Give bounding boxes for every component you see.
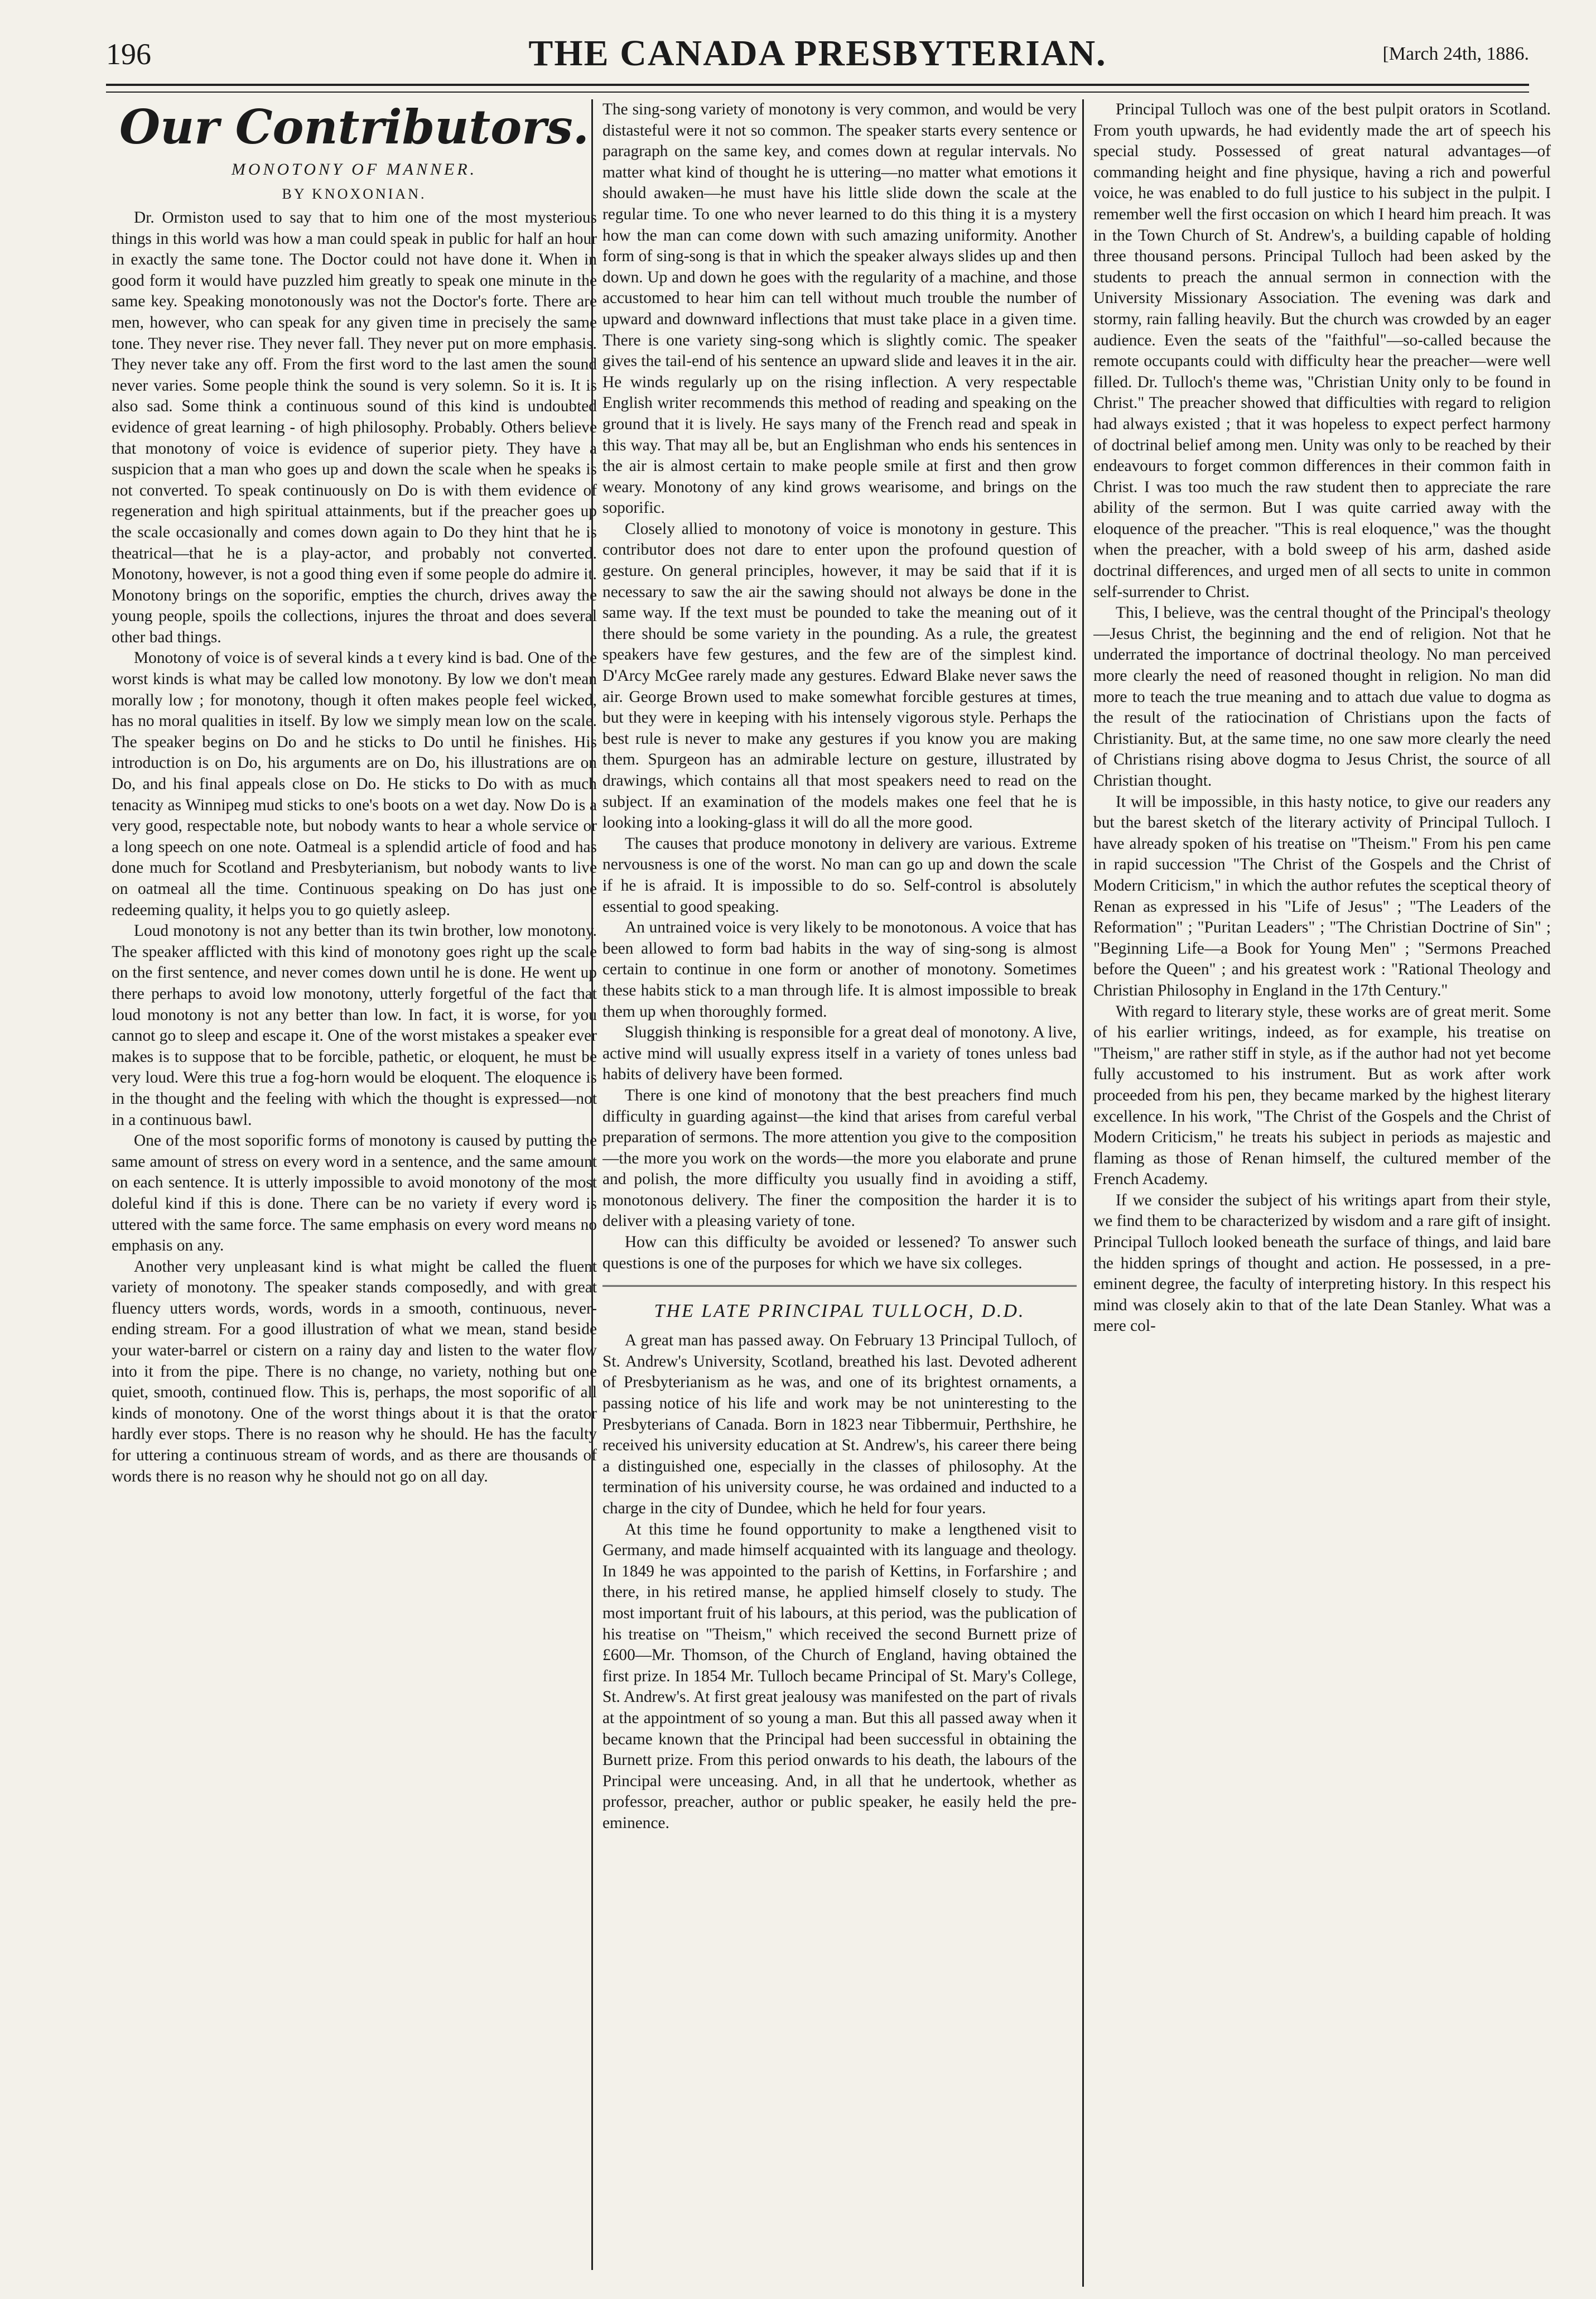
journal-title: THE CANADA PRESBYTERIAN.	[528, 33, 1107, 74]
paragraph: Dr. Ormiston used to say that to him one of the most mysterious things in this world was how a man could speak in public for half an hour in exactly the same tone. The Doctor could not have done it. When in good form it would have puzzled him greatly to speak one minute in the same key. Speaking monotonously was not the Doctor's forte. There are men, however, who can speak for any given time in precisely the same tone. They never rise. They never fall. They never put on more emphasis. They never take any off. From the first word to the last amen the sound never varies. Some people think the sound is very solemn. So it is. It is also sad. Some think a continuous sound of this kind is undoubted evidence of great learning - of high philosophy. Probably. Others believe that monotony of voice is evidence of superior piety. They have a suspicion that a man who goes up and down the scale when he speaks is not converted. To speak continuously on Do is with them evidence of regeneration and high spiritual attainments, but if the preacher goes up the scale occasionally and comes down again to Do they hint that he is theatrical—that he is a play-actor, and probably not converted. Monotony, however, is not a good thing even if some people do admire it. Monotony brings on the soporific, empties the church, drives away the young people, spoils the collections, injures the throat and does several other bad things.	[112, 209, 597, 646]
column-divider-2	[1082, 99, 1084, 2287]
paragraph: A great man has passed away. On February 13 Principal Tulloch, of St. Andrew's University, Scotland, breathed his last. Devoted adherent of Presbyterianism as he was, and one of its brightest ornaments, a passing notice of his life and work may be not uninteresting to the Presbyterians of Canada. Born in 1823 near Tibbermuir, Perthshire, he received his university education at St. Andrew's, his career there being a distinguished one, especially in the classes of philosophy. At the termination of his university course, he was ordained and inducted to a charge in the city of Dundee, which he held for four years.	[602, 1331, 1077, 1517]
paragraph: An untrained voice is very likely to be monotonous. A voice that has been allowed to form bad habits in the way of sing-song is almost certain to continue in one form or another of monotony. Sometimes these habits stick to a man through life. It is almost impossible to break them up when thoroughly formed.	[602, 918, 1077, 1021]
page-number: 196	[106, 37, 151, 71]
column-1	[112, 99, 597, 2288]
paragraph: Loud monotony is not any better than its twin brother, low monotony. The speaker afflicted with this kind of monotony goes right up the scale on the first sentence, and never comes down until he is done. He went up there perhaps to avoid low monotony, utterly forgetful of the fact that loud monotony is not any better than low. In fact, it is worse, for you cannot go to sleep and escape it. One of the worst mistakes a speaker ever makes is to suppose that to be forcible, pathetic, or eloquent, he must be very loud. Were this true a fog-horn would be eloquent. The eloquence is in the thought and the feeling with which the thought is expressed—not in a continuous bawl.	[112, 922, 597, 1129]
byline: BY KNOXONIAN.	[282, 186, 427, 202]
paragraph: There is one kind of monotony that the best preachers find much difficulty in guarding against—the kind that arises from careful verbal preparation of sermons. The more attention you give to the composition—the more you work on the words—the more you elaborate and prune and polish, the more difficulty you usually find in avoiding a stiff, monotonous delivery. The finer the composition the harder it is to deliver with a pleasing variety of tone.	[602, 1086, 1077, 1230]
paragraph: Another very unpleasant kind is what might be called the fluent variety of monotony. The speaker stands composedly, and with great fluency utters words, words, words in a smooth, continuous, never-ending stream. For a good illustration of what we mean, stand beside your water-barrel or cistern on a rainy day and listen to the water flow into it from the pipe. There is no change, no variety, nothing but one quiet, smooth, continued flow. This is, perhaps, the most soporific of all kinds of monotony. One of the worst things about it is that the orator hardly ever stops. There is no reason why he should. He has the faculty for uttering a continuous stream of words, and as there are thousands of words there is no reason why he should not go on all day.	[112, 1257, 597, 1485]
paragraph: The sing-song variety of monotony is very common, and would be very distasteful were it not so common. The speaker starts every sentence or paragraph on the same key, and comes down at regular intervals. No matter what kind of thought he is uttering—no matter what emotions it should awaken—he must have his little slide down the scale at the regular time. To one who never learned to do this thing it is a mystery how the man can come down with such amazing uniformity. Another form of sing-song is that in which the speaker always slides up and then down. Up and down he goes with the regularity of a machine, and those accustomed to hear him can tell without much trouble the number of upward and downward inflections that must take place in a given time. There is one variety sing-song which is slightly comic. The speaker gives the tail-end of his sentence an upward slide and leaves it in the air. He winds regularly up on the rising inflection. A very respectable English writer recommends this method of reading and speaking on the ground that it is lively. He says many of the French read and speak in this way. That may all be, but an Englishman who ends his sentences in the air is almost certain to make people smile at first and then grow weary. Monotony of any kind grows wearisome, and brings on the soporific.	[602, 100, 1077, 517]
header-rule	[106, 84, 1529, 93]
paragraph: One of the most soporific forms of monotony is caused by putting the same amount of stress on every word in a sentence, and the same amount on each sentence. It is utterly impossible to avoid monotony of the most doleful kind if this is done. There can be no variety if every word is uttered with the same force. The same emphasis on every word means no emphasis on any.	[112, 1132, 597, 1255]
paragraph: Sluggish thinking is responsible for a great deal of monotony. A live, active mind will usually express itself in a variety of tones unless bad habits of delivery have been formed.	[602, 1023, 1077, 1084]
paragraph: With regard to literary style, these works are of great merit. Some of his earlier writings, indeed, as for example, his treatise on "Theism," are rather stiff in style, as if the author had not yet become fully accustomed to his instrument. But as work after work proceeded from his pen, they became marked by the highest literary excellence. In his work, "The Christ of the Gospels and the Christ of Modern Criticism," he treats his subject in periods as majestic and flaming as those of Renan himself, the cultured member of the French Academy.	[1093, 1002, 1551, 1189]
article-separator	[602, 1285, 1077, 1289]
column-2	[602, 99, 1077, 2288]
paragraph: Closely allied to monotony of voice is monotony in gesture. This contributor does not dare to enter upon the profound question of gesture. On general principles, however, it may be said that if it is necessary to saw the air the sawing should not always be done in the same way. If the text must be pounded to take the meaning out of it there should be some variety in the pounding. As a rule, the greatest speakers have few gestures, and the few are of the simplest kind. D'Arcy McGee rarely made any gestures. Edward Blake never saws the air. George Brown used to make somewhat forcible gestures at times, but they were in keeping with his intensely vigorous style. Perhaps the best rule is never to make any gestures if you know you are making them. Spurgeon has an admirable lecture on gesture, illustrated by drawings, which contains all that most speakers need to read on the subject. If an examination of the models makes one feel that he is looking into a looking-glass it will do all the more good.	[602, 520, 1077, 832]
page-header	[106, 32, 1529, 83]
paragraph: Monotony of voice is of several kinds a t every kind is bad. One of the worst kinds is what may be called low monotony. By low we don't mean morally low ; for monotony, though it often makes people feel wicked, has no moral qualities in itself. By low we simply mean low on the scale. The speaker begins on Do and he sticks to Do until he finishes. His introduction is on Do, his arguments are on Do, his illustrations are on Do, and his final appeals close on Do. He sticks to Do with as much tenacity as Winnipeg mud sticks to one's boots on a wet day. Now Do is a very good, respectable note, but nobody wants to hear a whole service or a long speech on one note. Oatmeal is a splendid article of food and has done much for Scotland and Presbyterianism, but nobody wants to live on oatmeal all the time. Continuous speaking on Do has just one redeeming quality, it helps you to go quietly asleep.	[112, 649, 597, 919]
paragraph: If we consider the subject of his writings apart from their style, we find them to be characterized by wisdom and a rare gift of insight. Principal Tulloch looked beneath the surface of things, and laid bare the hidden springs of thought and action. He possessed, in a pre-eminent degree, the faculty of interpreting history. In this respect his mind was closely akin to that of the late Dean Stanley. What was a mere col-	[1093, 1191, 1551, 1335]
article-title-tulloch: THE LATE PRINCIPAL TULLOCH, D.D.	[654, 1301, 1025, 1322]
paragraph: The causes that produce monotony in delivery are various. Extreme nervousness is one of the worst. No man can go up and down the scale if he is afraid. It is impossible to do so. Self-control is absolutely essential to good speaking.	[602, 834, 1077, 916]
paragraph: At this time he found opportunity to make a lengthened visit to Germany, and made himself acquainted with its language and theology. In 1849 he was appointed to the parish of Kettins, in Forfarshire ; and there, in his retired manse, he applied himself closely to study. The most important fruit of his labours, at this period, was the publication of his treatise on "Theism," which received the second Burnett prize of £600—Mr. Thomson, of the Church of England, having obtained the first prize. In 1854 Mr. Tulloch became Principal of St. Mary's College, St. Andrew's. At first great jealousy was manifested on the part of rivals at the appointment of so young a man. But this all passed away when it became known that the Principal had been successful in obtaining the Burnett prize. From this period onwards to his death, the labours of the Principal were unceasing. And, in all that he undertook, whether as professor, preacher, author or public speaker, he easily held the pre-eminence.	[602, 1520, 1077, 1832]
paragraph: This, I believe, was the central thought of the Principal's theology—Jesus Christ, the beginning and the end of religion. Not that he underrated the importance of doctrinal theology. No man perceived more clearly the need of reasoned thought in religion. No man did more to teach the true meaning and to attach due value to dogma as the result of the ratiocination of Christians upon the facts of Christianity. But, at the same time, no one saw more clearly the need of Christians rising above dogma to Jesus Christ, the source of all Christian thought.	[1093, 604, 1551, 790]
article-title-monotony: MONOTONY OF MANNER.	[231, 160, 478, 179]
section-title: Our Contributors.	[119, 99, 590, 155]
issue-date: [March 24th, 1886.	[1382, 44, 1529, 64]
paragraph: How can this difficulty be avoided or lessened? To answer such questions is one of the purposes for which we have six colleges.	[602, 1233, 1077, 1272]
column-3	[1093, 99, 1551, 2288]
paragraph: It will be impossible, in this hasty notice, to give our readers any but the barest sketch of the literary activity of Principal Tulloch. I have already spoken of his treatise on "Theism." From his pen came in rapid succession "The Christ of the Gospels and the Christ of Modern Criticism," in which the author refutes the sceptical theory of Renan as expressed in his "Life of Jesus" ; "The Leaders of the Reformation" ; "Puritan Leaders" ; "The Christian Doctrine of Sin" ; "Beginning Life—a Book for Young Men" ; "Sermons Preached before the Queen" ; and his greatest work : "Rational Theology and Christian Philosophy in England in the 17th Century."	[1093, 792, 1551, 999]
paragraph: Principal Tulloch was one of the best pulpit orators in Scotland. From youth upwards, he had evidently made the art of speech his special study. Possessed of great natural advantages—of commanding height and fine physique, having a rich and powerful voice, he was enabled to do full justice to his subject in the pulpit. I remember well the first occasion on which I heard him preach. It was in the Town Church of St. Andrew's, a building capable of holding three thousand persons. Principal Tulloch had been asked by the students to preach the annual sermon in connection with the University Missionary Association. The evening was dark and stormy, rain falling heavily. But the church was crowded by an eager audience. Even the seats of the "faithful"—so-called because the remote occupants could with difficulty hear the preacher—were well filled. Dr. Tulloch's theme was, "Christian Unity only to be found in Christ." The preacher showed that difficulties with regard to religion had always existed ; that it was hopeless to expect perfect harmony of doctrinal belief among men. Unity was only to be reached by their endeavours to forget common differences in their common faith in Christ. I was too much the raw student then to appreciate the rare ability of the sermon. But I was quite carried away with the eloquence of the preacher. "This is real eloquence," was the thought when the preacher, with a bold sweep of his arm, dashed aside doctrinal differences, and urged men of all sects to unite in common self-surrender to Christ.	[1093, 100, 1551, 601]
